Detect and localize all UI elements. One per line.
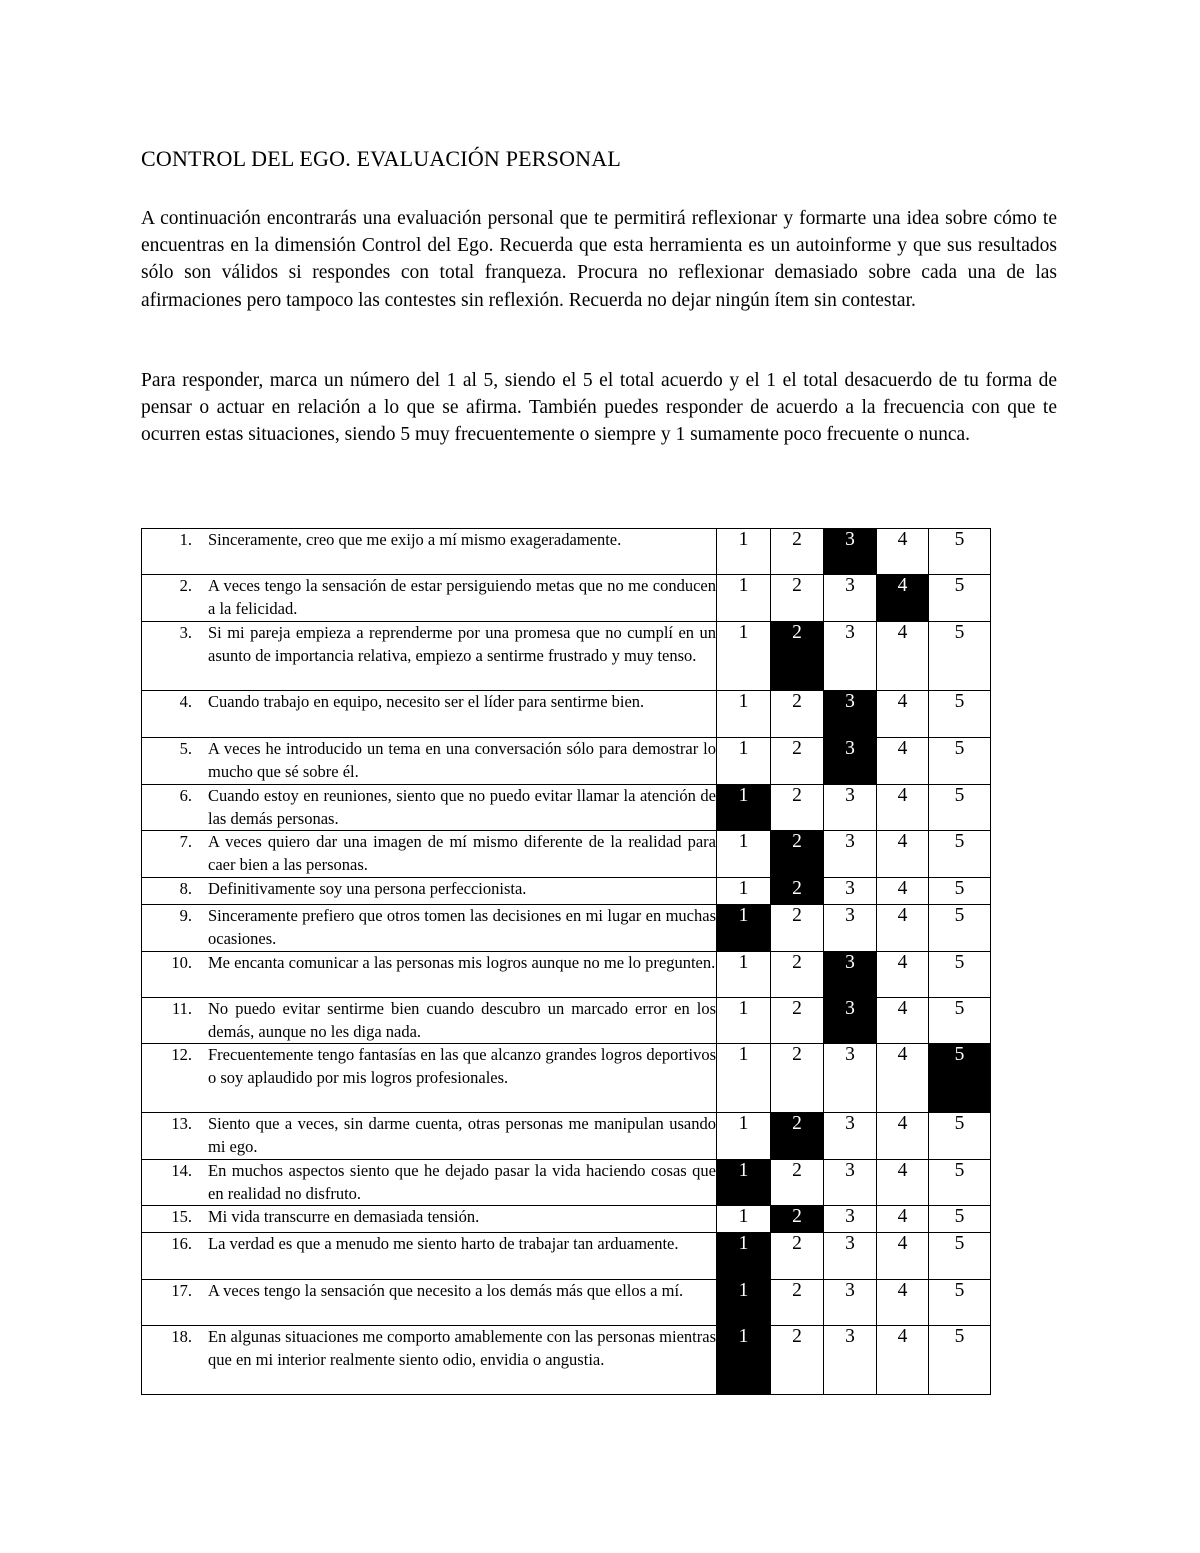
- question-text: En muchos aspectos siento que he dejado pasar la vida haciendo cosas que en realidad no disfruto.: [208, 1161, 716, 1203]
- rating-option[interactable]: 4: [877, 1113, 929, 1160]
- rating-option[interactable]: 4: [877, 1280, 929, 1326]
- rating-option[interactable]: 5: [929, 622, 991, 691]
- question-cell: [142, 1280, 717, 1326]
- table-row: [142, 998, 991, 1044]
- question-text: Si mi pareja empieza a reprenderme por una promesa que no cumplí en un asunto de importancia relativa, empiezo a sentirme frustrado y muy tenso.: [208, 623, 716, 665]
- question-cell: [142, 878, 717, 905]
- question-cell: [142, 575, 717, 622]
- rating-option[interactable]: 4: [877, 1326, 929, 1395]
- rating-option[interactable]: 2: [771, 1044, 824, 1113]
- question-cell: [142, 1206, 717, 1233]
- rating-option[interactable]: 1: [717, 1113, 771, 1160]
- question-number: 4.: [179, 692, 192, 711]
- question-text: Frecuentemente tengo fantasías en las que alcanzo grandes logros deportivos o soy aplaudido por mis logros profesionales.: [208, 1045, 716, 1087]
- question-text: A veces tengo la sensación que necesito a los demás más que ellos a mí.: [208, 1281, 684, 1300]
- rating-option[interactable]: 2: [771, 1280, 824, 1326]
- question-text: Sinceramente, creo que me exijo a mí mismo exageradamente.: [208, 530, 622, 549]
- question-number: 18.: [171, 1327, 192, 1346]
- question-text: La verdad es que a menudo me siento harto de trabajar tan arduamente.: [208, 1234, 679, 1253]
- rating-option[interactable]: 3: [824, 905, 877, 952]
- question-text: A veces quiero dar una imagen de mí mismo diferente de la realidad para caer bien a las personas.: [208, 832, 716, 874]
- instructions-paragraph: Para responder, marca un número del 1 al 5, siendo el 5 el total acuerdo y el 1 el total desacuerdo de tu forma de pensar o actuar en relación a lo que se afirma. También puedes responder de acuerdo a la frecuencia con que te ocurren estas situaciones, siendo 5 muy frecuentemente o siempre y 1 sumamente poco frecuente o nunca.: [141, 370, 1057, 446]
- question-cell: [142, 1044, 717, 1113]
- rating-option[interactable]: 5: [929, 952, 991, 998]
- rating-option[interactable]: 5: [929, 691, 991, 738]
- rating-option-selected[interactable]: 4: [877, 575, 929, 622]
- rating-option[interactable]: 4: [877, 1206, 929, 1233]
- question-text: En algunas situaciones me comporto amablemente con las personas mientras que en mi interior realmente siento odio, envidia o angustia.: [208, 1327, 716, 1369]
- rating-option[interactable]: 1: [717, 998, 771, 1044]
- rating-option[interactable]: 4: [877, 878, 929, 905]
- table-row: [142, 878, 991, 905]
- question-number: 9.: [179, 906, 192, 925]
- rating-option-selected[interactable]: 1: [717, 1160, 771, 1206]
- question-number: 10.: [171, 953, 192, 972]
- rating-option[interactable]: 1: [717, 831, 771, 878]
- table-row: [142, 575, 991, 622]
- rating-option[interactable]: 1: [717, 622, 771, 691]
- rating-option[interactable]: 5: [929, 1280, 991, 1326]
- rating-option[interactable]: 5: [929, 738, 991, 785]
- rating-option-selected[interactable]: 1: [717, 1326, 771, 1395]
- rating-option[interactable]: 5: [929, 998, 991, 1044]
- table-row: [142, 831, 991, 878]
- rating-option-selected[interactable]: 2: [771, 878, 824, 905]
- rating-option[interactable]: 3: [824, 1206, 877, 1233]
- rating-option[interactable]: 3: [824, 878, 877, 905]
- question-text: A veces tengo la sensación de estar persiguiendo metas que no me conducen a la felicidad.: [208, 576, 716, 618]
- rating-option-selected[interactable]: 1: [717, 785, 771, 831]
- rating-option[interactable]: 5: [929, 1113, 991, 1160]
- rating-option-selected[interactable]: 3: [824, 738, 877, 785]
- rating-option[interactable]: 4: [877, 998, 929, 1044]
- rating-option-selected[interactable]: 2: [771, 1113, 824, 1160]
- question-cell: [142, 998, 717, 1044]
- rating-option[interactable]: 5: [929, 878, 991, 905]
- rating-option[interactable]: 1: [717, 878, 771, 905]
- question-cell: [142, 905, 717, 952]
- rating-option[interactable]: 4: [877, 1160, 929, 1206]
- question-cell: [142, 1113, 717, 1160]
- table-row: [142, 1206, 991, 1233]
- rating-option[interactable]: 2: [771, 575, 824, 622]
- rating-option[interactable]: 4: [877, 952, 929, 998]
- rating-option[interactable]: 5: [929, 1160, 991, 1206]
- rating-option[interactable]: 3: [824, 622, 877, 691]
- table-row: [142, 1160, 991, 1206]
- rating-option[interactable]: 3: [824, 1233, 877, 1280]
- rating-option[interactable]: 4: [877, 691, 929, 738]
- rating-option[interactable]: 5: [929, 575, 991, 622]
- rating-option[interactable]: 4: [877, 738, 929, 785]
- question-number: 8.: [179, 879, 192, 898]
- page-title: CONTROL DEL EGO. EVALUACIÓN PERSONAL: [141, 146, 621, 171]
- table-row: [142, 529, 991, 575]
- rating-option[interactable]: 2: [771, 691, 824, 738]
- rating-option-selected[interactable]: 2: [771, 831, 824, 878]
- question-number: 6.: [179, 786, 192, 805]
- rating-option-selected[interactable]: 1: [717, 1280, 771, 1326]
- rating-option-selected[interactable]: 1: [717, 1233, 771, 1280]
- question-number: 5.: [179, 739, 192, 758]
- rating-option-selected[interactable]: 2: [771, 622, 824, 691]
- rating-option[interactable]: 1: [717, 529, 771, 575]
- question-number: 14.: [171, 1161, 192, 1180]
- table-row: [142, 952, 991, 998]
- rating-option[interactable]: 2: [771, 998, 824, 1044]
- table-row: [142, 1044, 991, 1113]
- question-cell: [142, 622, 717, 691]
- question-cell: [142, 1160, 717, 1206]
- question-number: 7.: [179, 832, 192, 851]
- table-row: [142, 1326, 991, 1395]
- rating-option[interactable]: 1: [717, 738, 771, 785]
- rating-option[interactable]: 2: [771, 952, 824, 998]
- table-row: [142, 622, 991, 691]
- question-number: 16.: [171, 1234, 192, 1253]
- rating-option[interactable]: 5: [929, 905, 991, 952]
- question-number: 11.: [171, 999, 192, 1018]
- table-row: [142, 1233, 991, 1280]
- rating-option[interactable]: 2: [771, 1160, 824, 1206]
- question-text: Definitivamente soy una persona perfeccionista.: [208, 879, 527, 898]
- question-text: Cuando trabajo en equipo, necesito ser el líder para sentirme bien.: [208, 692, 645, 711]
- question-text: Sinceramente prefiero que otros tomen las decisiones en mi lugar en muchas ocasiones.: [208, 906, 716, 948]
- question-cell: [142, 785, 717, 831]
- rating-option[interactable]: 5: [929, 831, 991, 878]
- question-number: 3.: [179, 623, 192, 642]
- rating-option[interactable]: 2: [771, 1326, 824, 1395]
- rating-option[interactable]: 2: [771, 1233, 824, 1280]
- rating-option[interactable]: 1: [717, 691, 771, 738]
- question-text: Cuando estoy en reuniones, siento que no puedo evitar llamar la atención de las demás personas.: [208, 786, 716, 828]
- question-cell: [142, 529, 717, 575]
- table-row: [142, 738, 991, 785]
- table-row: [142, 905, 991, 952]
- table-row: [142, 785, 991, 831]
- rating-option[interactable]: 3: [824, 831, 877, 878]
- rating-option-selected[interactable]: 3: [824, 952, 877, 998]
- rating-option[interactable]: 1: [717, 1044, 771, 1113]
- question-number: 12.: [171, 1045, 192, 1064]
- rating-option[interactable]: 5: [929, 1326, 991, 1395]
- rating-option[interactable]: 3: [824, 1280, 877, 1326]
- rating-option[interactable]: 1: [717, 575, 771, 622]
- rating-option-selected[interactable]: 2: [771, 1206, 824, 1233]
- table-row: [142, 691, 991, 738]
- rating-option[interactable]: 5: [929, 785, 991, 831]
- question-text: Me encanta comunicar a las personas mis logros aunque no me lo pregunten.: [208, 953, 716, 972]
- rating-option-selected[interactable]: 3: [824, 691, 877, 738]
- rating-option[interactable]: 4: [877, 905, 929, 952]
- rating-option[interactable]: 5: [929, 529, 991, 575]
- question-number: 1.: [179, 530, 192, 549]
- rating-option[interactable]: 3: [824, 575, 877, 622]
- question-cell: [142, 952, 717, 998]
- rating-option-selected[interactable]: 1: [717, 905, 771, 952]
- evaluation-table: [141, 528, 991, 1395]
- rating-option[interactable]: 2: [771, 529, 824, 575]
- rating-option-selected[interactable]: 3: [824, 529, 877, 575]
- question-number: 15.: [171, 1207, 192, 1226]
- rating-option[interactable]: 3: [824, 1113, 877, 1160]
- rating-option[interactable]: 4: [877, 622, 929, 691]
- rating-option[interactable]: 3: [824, 785, 877, 831]
- question-number: 2.: [179, 576, 192, 595]
- rating-option[interactable]: 3: [824, 1326, 877, 1395]
- rating-option[interactable]: 1: [717, 1206, 771, 1233]
- rating-option[interactable]: 3: [824, 1160, 877, 1206]
- question-cell: [142, 1326, 717, 1395]
- question-number: 13.: [171, 1114, 192, 1133]
- rating-option[interactable]: 3: [824, 1044, 877, 1113]
- question-text: Mi vida transcurre en demasiada tensión.: [208, 1207, 480, 1226]
- rating-option[interactable]: 4: [877, 1044, 929, 1113]
- rating-option[interactable]: 4: [877, 785, 929, 831]
- rating-option[interactable]: 2: [771, 738, 824, 785]
- rating-option[interactable]: 4: [877, 529, 929, 575]
- rating-option-selected[interactable]: 3: [824, 998, 877, 1044]
- question-text: No puedo evitar sentirme bien cuando descubro un marcado error en los demás, aunque no les diga nada.: [208, 999, 716, 1041]
- table-row: [142, 1280, 991, 1326]
- rating-option[interactable]: 5: [929, 1206, 991, 1233]
- rating-option[interactable]: 5: [929, 1233, 991, 1280]
- question-number: 17.: [171, 1281, 192, 1300]
- question-text: Siento que a veces, sin darme cuenta, otras personas me manipulan usando mi ego.: [208, 1114, 716, 1156]
- rating-option[interactable]: 2: [771, 785, 824, 831]
- question-cell: [142, 1233, 717, 1280]
- table-row: [142, 1113, 991, 1160]
- question-cell: [142, 831, 717, 878]
- rating-option-selected[interactable]: 5: [929, 1044, 991, 1113]
- question-text: A veces he introducido un tema en una conversación sólo para demostrar lo mucho que sé sobre él.: [208, 739, 716, 781]
- rating-option[interactable]: 4: [877, 831, 929, 878]
- rating-option[interactable]: 1: [717, 952, 771, 998]
- intro-paragraph: A continuación encontrarás una evaluación personal que te permitirá reflexionar y formarte una idea sobre cómo te encuentras en la dimensión Control del Ego. Recuerda que esta herramienta es un autoinforme y que sus resultados sólo son válidos si respondes con total franqueza. Procura no reflexionar demasiado sobre cada una de las afirmaciones pero tampoco las contestes sin reflexión. Recuerda no dejar ningún ítem sin contestar.: [141, 208, 1057, 311]
- question-cell: [142, 738, 717, 785]
- rating-option[interactable]: 2: [771, 905, 824, 952]
- question-cell: [142, 691, 717, 738]
- rating-option[interactable]: 4: [877, 1233, 929, 1280]
